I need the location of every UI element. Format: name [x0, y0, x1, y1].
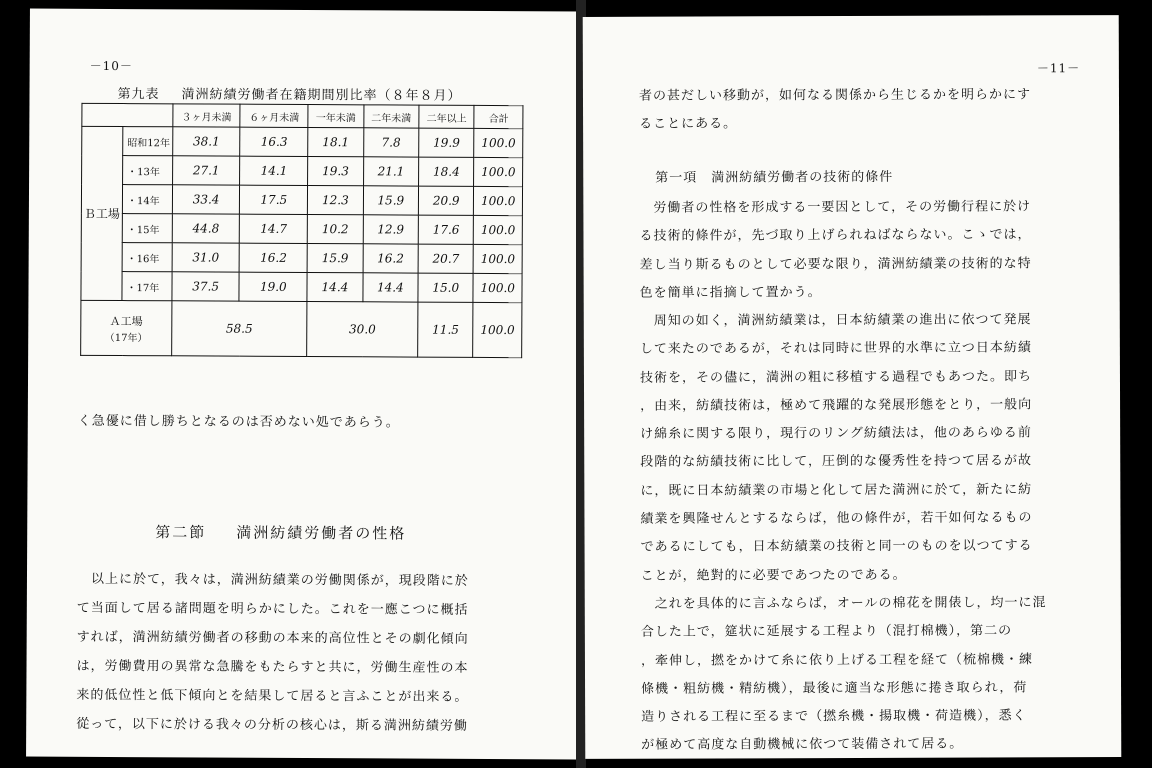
row-year: ・15年	[122, 214, 172, 243]
table-cell: 19.3	[308, 157, 364, 186]
text-line: 績業を興隆せんとするならば，他の條件が，若干如何なるもの	[640, 510, 1033, 527]
right-paragraph-3	[641, 589, 1108, 759]
factory-b-label: Ｂ工場	[81, 126, 123, 300]
table-cell: 100.0	[473, 302, 522, 357]
text-line: 者の甚だしい移動が，如何なる関係から生じるかを明らかにす	[638, 87, 1032, 104]
table-cell: 100.0	[473, 273, 522, 302]
table-header-row	[82, 103, 523, 128]
subsection-heading: 第一項 満洲紡績労働者の技術的條件	[655, 169, 894, 186]
text-line: は，労働費用の異常な急騰をもたらすと共に，労働生産性の本	[76, 658, 469, 676]
table-header-cell: 二年未満	[363, 105, 419, 128]
table-cell: 18.1	[308, 128, 364, 157]
text-line: て当面して居る諸問題を明らかにした。これを一應こつに概括	[76, 600, 469, 618]
text-line: ことが，絶對的に必要であつたのである。	[640, 567, 907, 584]
table-cell: 15.9	[307, 244, 363, 273]
factory-a-year: （17年）	[104, 332, 148, 344]
table-cell: 17.5	[240, 185, 308, 214]
table-cell: 20.9	[418, 186, 474, 215]
section-number: 第二節	[155, 523, 207, 542]
table-cell: 14.4	[307, 273, 363, 302]
section-heading	[155, 521, 436, 543]
text-line: 之れを具体的に言ふならば，オールの棉花を開俵し，均一に混	[654, 595, 1047, 612]
table-caption-number: 第九表	[117, 87, 160, 103]
text-line: であるにしても，日本紡績業の技術と同一のものを以つてする	[640, 538, 1033, 556]
table-cell: 100.0	[474, 157, 523, 186]
table-row	[81, 271, 522, 302]
table-cell: 10.2	[307, 215, 363, 244]
text-line: に，既に日本紡績業の市場と化して居た満洲に於て，新たに紡	[640, 482, 1033, 499]
table-cell: 33.4	[172, 185, 240, 214]
text-line: が極めて高度な自動機械に依つて装備されて居る。	[641, 737, 964, 754]
table-cell: 27.1	[172, 156, 240, 185]
table-row	[81, 242, 522, 273]
text-line: 色を簡単に指摘して置かう。	[639, 284, 822, 301]
text-line: 技術を，その儘に，満洲の粗に移植する過程でもあつた。即ち	[639, 368, 1033, 386]
text-line: ることにある。	[639, 116, 738, 133]
row-year: 昭和12年	[123, 127, 173, 156]
text-line: すれば，満洲紡績労働者の移動の本来的高位性とその劇化傾向	[76, 629, 469, 647]
table-cell: 31.0	[172, 243, 240, 272]
text-line: 労働者の性格を形成する一要因として，その労働行程に於け	[653, 199, 1032, 216]
text-line: る技術的條件が，先づ取り上げられねばならない。こゝでは，	[639, 227, 1032, 245]
table-cell: 100.0	[474, 186, 523, 215]
table-cell: 15.0	[418, 273, 474, 302]
table-cell: 100.0	[474, 215, 523, 244]
text-line: 来的低位性と低下傾向とを結果して居ると言ふことが出来る。	[76, 687, 469, 705]
table-header-cell: 合計	[474, 105, 523, 128]
table-cell: 44.8	[172, 214, 240, 243]
right-intro	[639, 81, 1105, 139]
table-cell-merged: 30.0	[307, 302, 418, 358]
table-row	[81, 213, 522, 244]
table-cell: 16.3	[240, 127, 308, 156]
table-cell: 14.1	[240, 156, 308, 185]
text-line: 從って，以下に於ける我々の分析の核心は，斯る満洲紡績労働	[76, 716, 468, 734]
factory-a-label: Ａ工場	[109, 314, 143, 328]
text-line: 周知の如く，満洲紡績業は，日本紡績業の進出に依つて発展	[653, 312, 1032, 329]
text-line: ，由来，紡績技術は，極めて飛躍的な発展形態をとり，一般向	[640, 397, 1033, 414]
page-number: －10－	[89, 58, 133, 74]
table-cell: 20.7	[418, 244, 474, 273]
table-cell: 12.9	[363, 215, 419, 244]
table-cell: 14.7	[240, 214, 308, 243]
table-cell: 16.2	[240, 243, 308, 272]
row-year: ・16年	[122, 243, 172, 272]
text-line: 造りされる工程に至るまで（撚糸機・揚取機・荷造機），悉く	[641, 708, 1027, 725]
table-header-cell: ３ヶ月未満	[173, 104, 241, 127]
text-line: 條機・粗紡機・精紡機），最後に適当な形態に捲き取られ，荷	[641, 680, 1028, 697]
table-cell: 100.0	[474, 128, 523, 157]
table-header-cell: 一年未満	[308, 105, 364, 128]
table-cell: 7.8	[363, 128, 419, 157]
page-number: －11－	[1036, 61, 1081, 76]
table-cell: 12.3	[308, 186, 364, 215]
text-line: 段階的な紡績技術に比して，圧倒的な優秀性を持つて居るが故	[640, 453, 1033, 471]
text-line: して来たのであるが，それは同時に世界的水準に立つ日本紡績	[639, 340, 1032, 358]
table-header-cell: ６ヶ月未満	[240, 104, 308, 127]
table-header-corner	[82, 103, 173, 126]
text-line: け綿糸に関する限り，現行のリング紡績法は，他のあらゆる前	[640, 425, 1032, 442]
table-cell-merged: 58.5	[171, 301, 307, 357]
table-cell: 11.5	[418, 302, 474, 357]
text-line: 差し当り斯るものとして必要な限り，満洲紡績業の技術的な特	[639, 255, 1032, 273]
table-cell: 21.1	[363, 157, 419, 186]
table-row	[82, 126, 523, 157]
right-paragraph-2	[640, 306, 1107, 591]
table-row	[82, 155, 523, 186]
table-cell: 19.9	[419, 128, 475, 157]
factory-a-label-cell	[81, 300, 172, 355]
table-cell: 14.4	[363, 273, 419, 302]
table-cell: 15.9	[363, 186, 419, 215]
table-header-cell: 二年以上	[419, 105, 475, 128]
table-row-factory-a	[81, 300, 522, 357]
section-title: 満洲紡績労働者の性格	[236, 523, 407, 543]
left-page	[26, 9, 582, 760]
tenure-table	[80, 103, 523, 358]
row-year: ・13年	[123, 156, 173, 185]
table-cell: 17.6	[418, 215, 474, 244]
row-year: ・17年	[122, 272, 172, 301]
table-cell: 19.0	[239, 272, 307, 301]
after-table-line: く急優に借し勝ちとなるのは否めない処であらう。	[77, 413, 400, 431]
left-paragraph	[76, 565, 547, 741]
text-line: ，牽伸し，撚をかけて糸に依り上げる工程を経て（梳棉機・練	[640, 651, 1033, 669]
right-paragraph-1	[639, 193, 1105, 308]
table-cell: 38.1	[172, 127, 240, 156]
text-line: 合した上で，筵状に延展する工程より（混打棉機），第二の	[640, 623, 1013, 641]
right-page	[583, 15, 1122, 759]
table-caption-title: 満洲紡績労働者在籍期間別比率（８年８月）	[181, 87, 462, 104]
table-caption	[117, 83, 483, 104]
table-cell: 18.4	[419, 157, 475, 186]
table-cell: 37.5	[172, 272, 240, 301]
table-cell: 100.0	[474, 244, 523, 273]
table-cell: 16.2	[363, 244, 419, 273]
text-line: 以上に於て，我々は，満洲紡績業の労働関係が，現段階に於	[90, 571, 469, 589]
table-row	[81, 184, 522, 215]
row-year: ・14年	[122, 185, 172, 214]
